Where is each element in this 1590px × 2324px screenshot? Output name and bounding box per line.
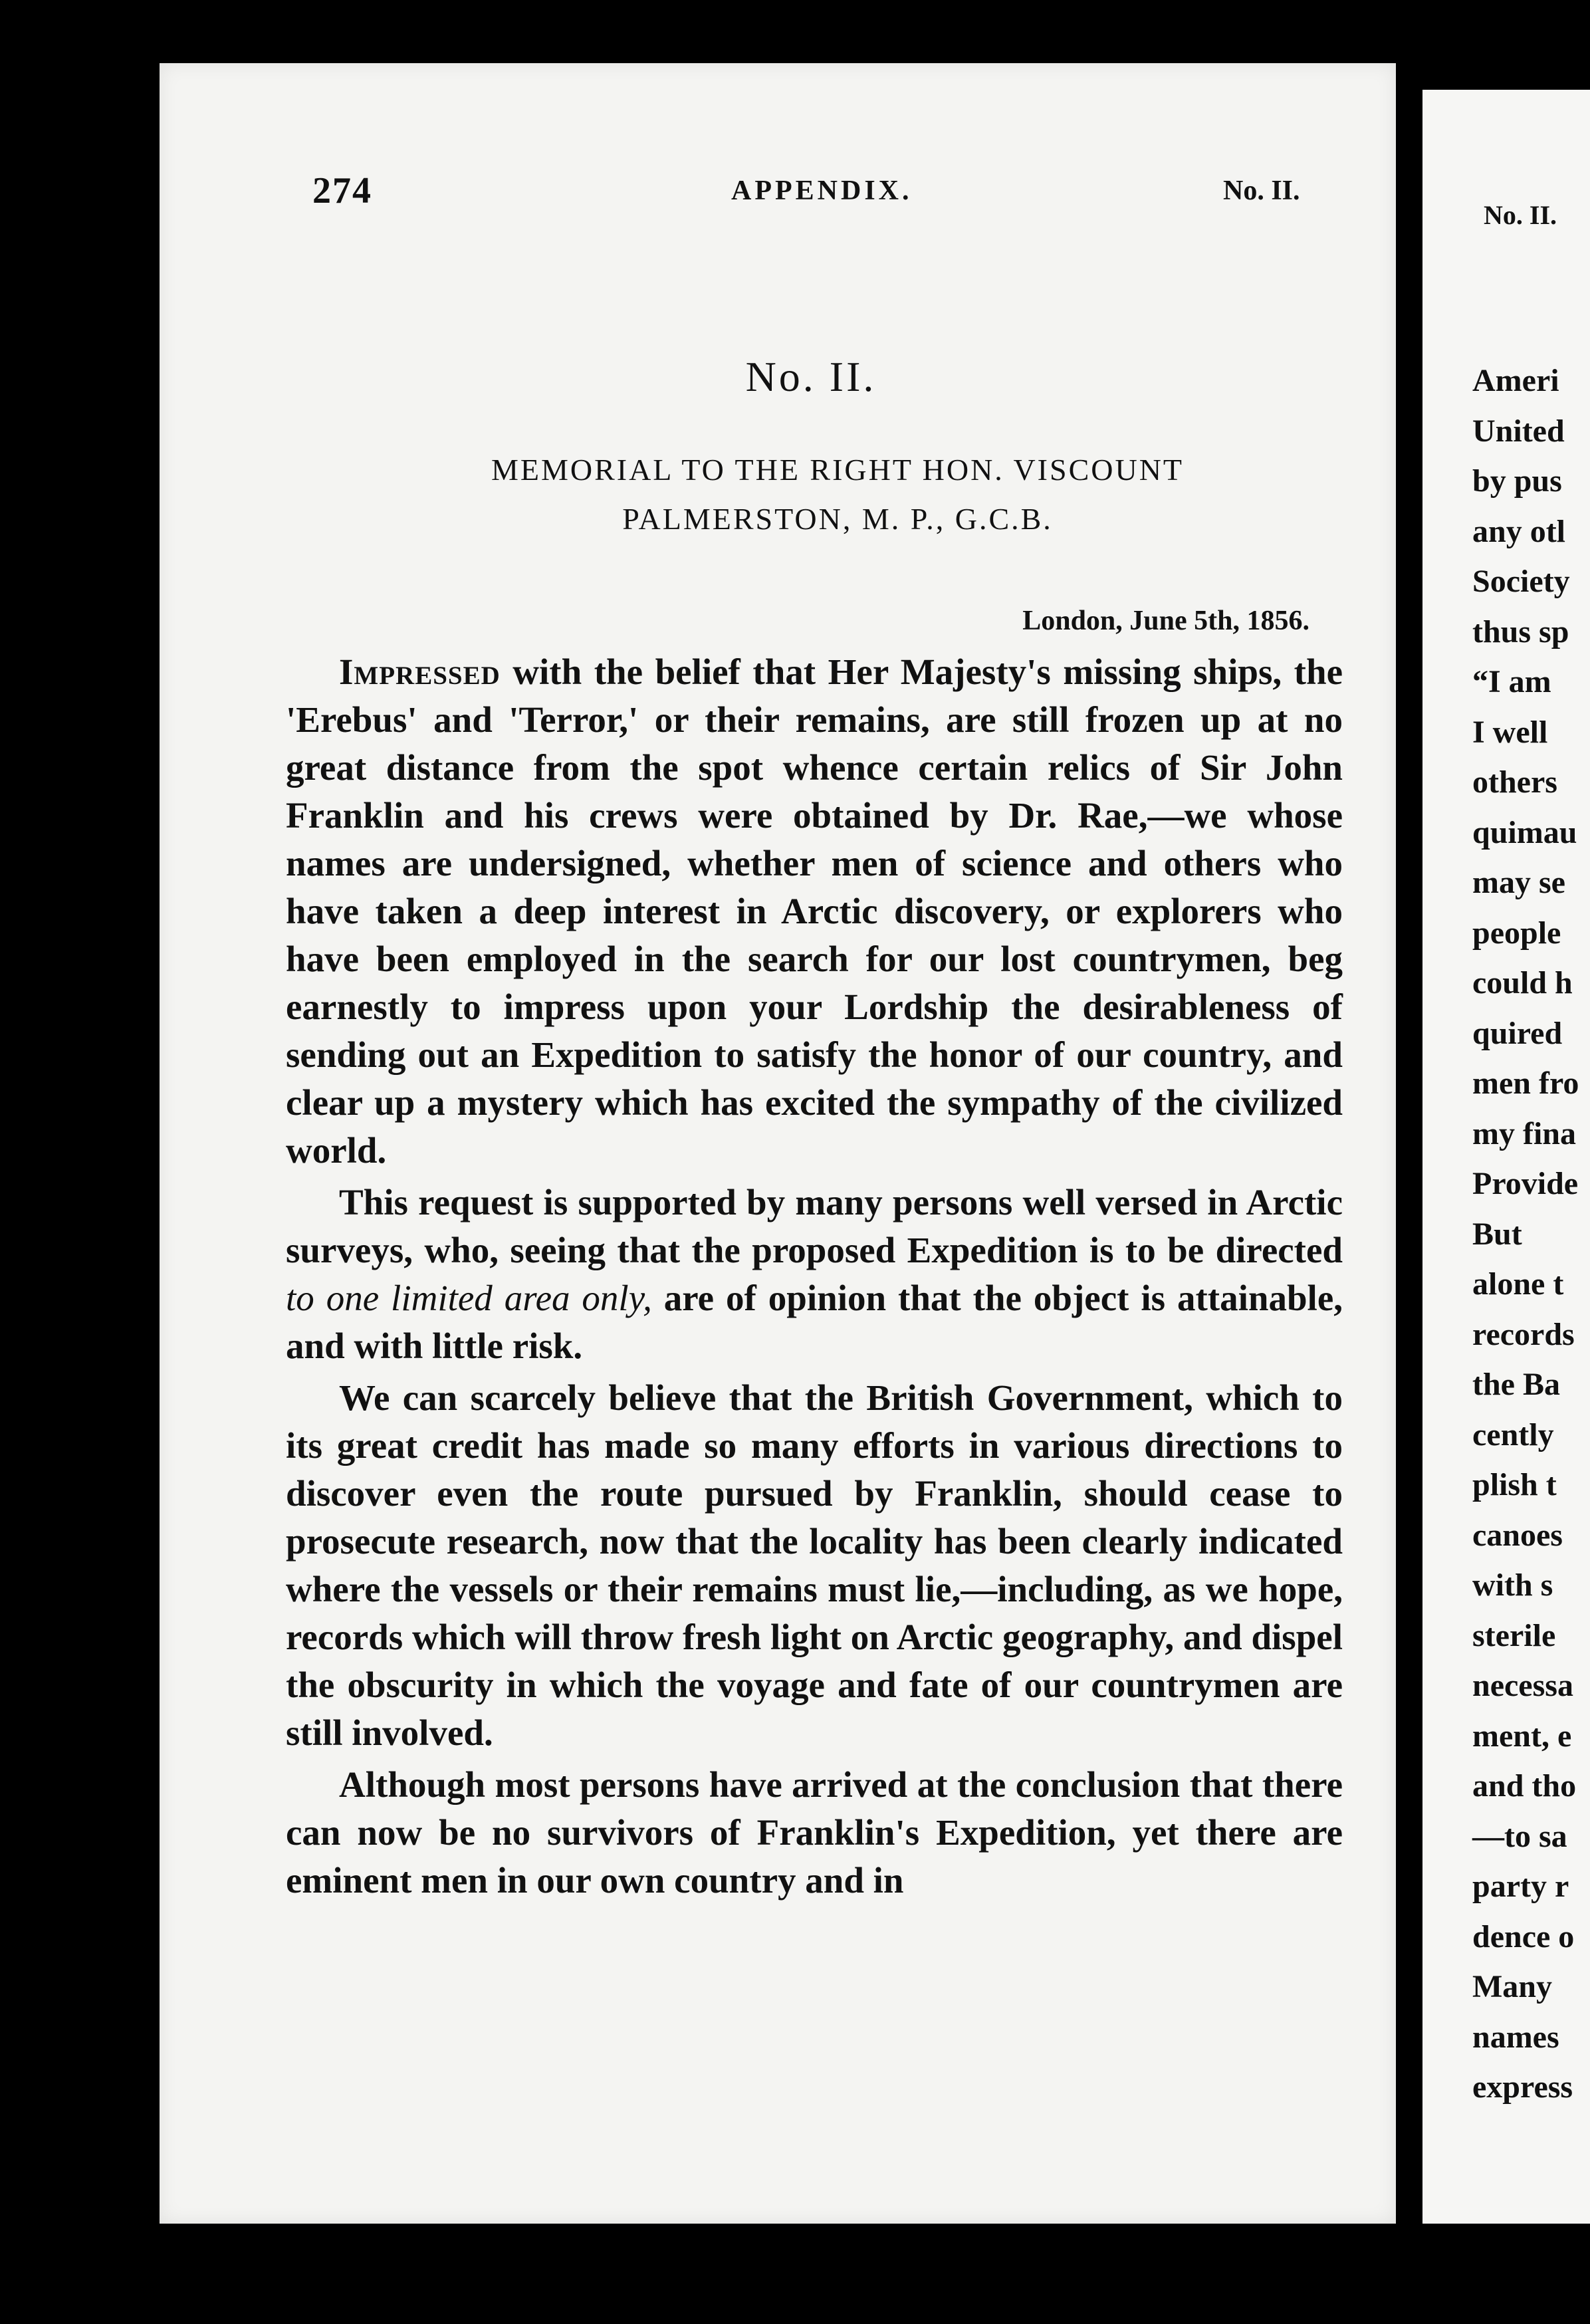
right-page-line: quired: [1472, 1015, 1563, 1051]
right-page-line: Provide: [1472, 1166, 1579, 1201]
memorial-body: [286, 648, 1343, 1905]
right-page-line: sterile: [1472, 1617, 1556, 1653]
right-page-line: canoes: [1472, 1517, 1563, 1553]
paragraph-2: [286, 1179, 1343, 1370]
right-page-line: quimau: [1472, 814, 1577, 850]
running-head: [160, 170, 1396, 223]
paragraph-1-text: with the belief that Her Majesty's missing ships, the 'Erebus' and 'Terror,' or their remains, are still frozen up at no great distance from the spot whence certain relics of Sir John Franklin and his crews were obtained by Dr. Rae,—we whose names are undersigned, whether men of science and others who have taken a deep interest in Arctic discovery, or explorers who have been employed in the search for our lost countrymen, beg earnestly to impress upon your Lordship the desirableness of sending out an Expedition to satisfy the honor of our country, and clear up a mystery which has excited the sympathy of the civilized world.: [286, 651, 1343, 1171]
right-page-fragment: [1422, 90, 1590, 2224]
paragraph-2-end: are of opinion that the object is attainable, and with little risk.: [286, 1278, 1343, 1366]
left-page: [160, 63, 1396, 2224]
right-page-line: any otl: [1472, 513, 1566, 549]
right-page-line: I well: [1472, 714, 1548, 750]
right-page-line: alone t: [1472, 1266, 1564, 1302]
right-page-line: —to sa: [1472, 1818, 1567, 1854]
right-page-line: cently: [1472, 1417, 1554, 1452]
right-page-line: men fro: [1472, 1066, 1579, 1101]
right-page-line: dence o: [1472, 1918, 1575, 1954]
paragraph-3: We can scarcely believe that the British Government, which to its great credit has made so many efforts in various directions to discover even the route pursued by Franklin, should cease to prosecute research, now that the locality has been clearly indicated where the vessels or their remains must lie,—including, as we hope, records which will throw fresh light on Arctic geography, and dispel the obscurity in which the voyage and fate of our countrymen are still involved.: [286, 1377, 1343, 1753]
right-page-line: names: [1472, 2019, 1559, 2055]
right-page-line: Ameri: [1472, 363, 1559, 398]
right-page-line: But: [1472, 1216, 1522, 1252]
right-page-line: “I am: [1472, 664, 1551, 699]
right-page-line: others: [1472, 764, 1557, 800]
right-page-line: my fina: [1472, 1115, 1576, 1151]
right-page-line: people: [1472, 915, 1561, 951]
right-page-text: [1472, 356, 1579, 2113]
right-page-line: could h: [1472, 965, 1573, 1000]
paragraph-1-lead: Impressed: [339, 651, 501, 692]
right-page-header: No. II.: [1484, 200, 1557, 230]
document-number: No. II.: [745, 353, 877, 400]
right-page-line: ment, e: [1472, 1718, 1572, 1754]
paragraph-2-emphasis: to one limited area only,: [286, 1278, 652, 1318]
memorial-title: [319, 445, 1356, 544]
paragraph-1: [286, 648, 1343, 1175]
right-page-line: by pus: [1472, 463, 1562, 499]
paragraph-4: Although most persons have arrived at the conclusion that there can now be no survivors of Franklin's Expedition, yet there are eminent men in our own country and in: [286, 1764, 1343, 1901]
right-page-line: records: [1472, 1316, 1575, 1352]
memorial-title-line-2: PALMERSTON, M. P., G.C.B.: [622, 502, 1053, 536]
running-head-title: APPENDIX.: [731, 175, 913, 206]
memorial-title-line-1: MEMORIAL TO THE RIGHT HON. VISCOUNT: [491, 453, 1185, 487]
paragraph-2-start: This request is supported by many persons well versed in Arctic surveys, who, seeing that the proposed Expedition is to be directed: [286, 1182, 1343, 1270]
right-page-line: may se: [1472, 865, 1565, 900]
right-page-line: thus sp: [1472, 614, 1569, 649]
right-page-line: and tho: [1472, 1768, 1577, 1803]
right-page-line: with s: [1472, 1568, 1553, 1603]
running-head-section: No. II.: [1223, 175, 1300, 206]
page-number: 274: [312, 170, 372, 211]
right-page-line: party r: [1472, 1869, 1569, 1904]
date-line: London, June 5th, 1856.: [1022, 606, 1309, 636]
right-page-line: Society: [1472, 564, 1570, 599]
right-page-line: plish t: [1472, 1467, 1557, 1502]
right-page-line: Many: [1472, 1969, 1552, 2004]
right-page-line: United: [1472, 413, 1565, 449]
right-page-line: necessa: [1472, 1668, 1573, 1703]
right-page-line: the Ba: [1472, 1367, 1560, 1402]
right-page-line: express: [1472, 2069, 1573, 2105]
